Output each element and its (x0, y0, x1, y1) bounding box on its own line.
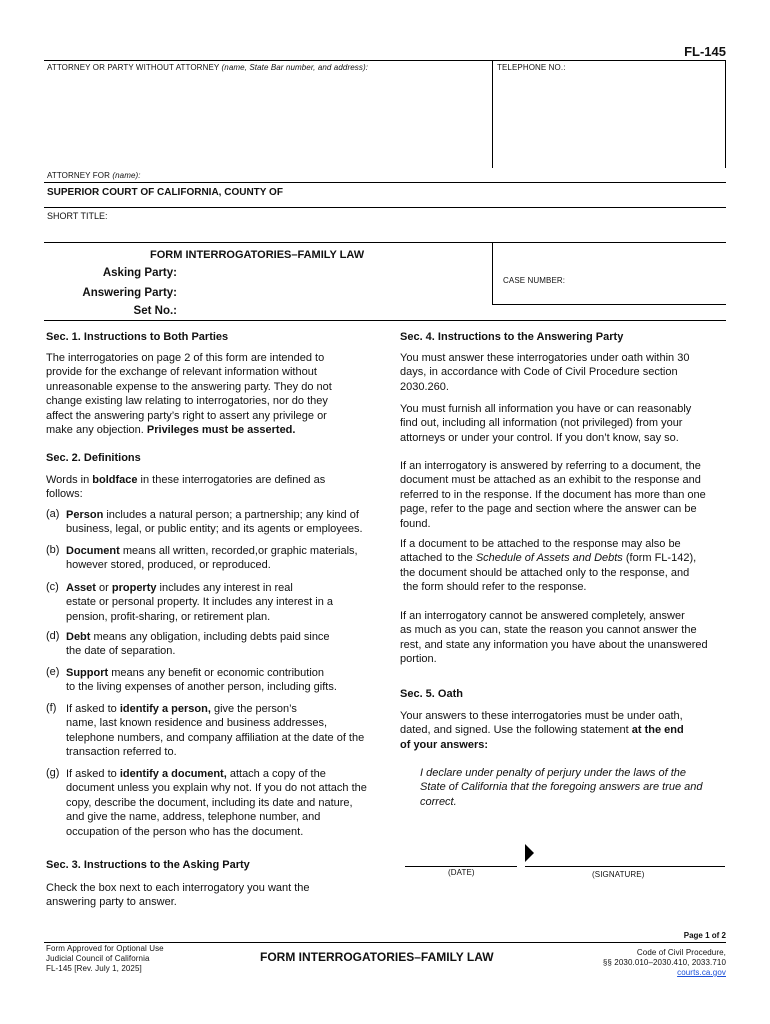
sec4-line: page, refer to the page and section where the answer can be (400, 503, 697, 516)
sec1-emphasis: Privileges must be asserted. (146, 424, 296, 437)
caption-divider (492, 60, 493, 168)
sec4-p5 (400, 609, 730, 667)
sec1-line: change existing law relating to interrogatories, nor do they (46, 395, 328, 408)
sec2-title: Sec. 2. Definitions (46, 452, 141, 464)
sec4-line: 2030.260. (400, 380, 449, 393)
def-text: includes a natural person; a partnership; any kind of (103, 509, 359, 521)
def-line (66, 630, 384, 644)
def-line: name, last known residence and business addresses, (66, 717, 328, 730)
sec5-body (400, 709, 730, 752)
attorney-for-label (47, 171, 141, 180)
declaration-statement (420, 766, 730, 809)
caption-right-edge (725, 60, 726, 168)
def-key: (e) (46, 666, 60, 678)
def-identify-person (66, 702, 384, 760)
def-line: telephone numbers, and company affiliation at the date of the (66, 731, 365, 744)
sec2-intro-line (46, 473, 391, 487)
def-text: includes any interest in real (156, 582, 293, 594)
answering-party-label: Answering Party: (82, 287, 177, 299)
sec3-title: Sec. 3. Instructions to the Asking Party (46, 859, 250, 871)
attorney-for-hint: (name): (112, 171, 141, 180)
def-asset (66, 581, 384, 624)
declaration-line: correct. (420, 795, 457, 808)
sec4-line: portion. (400, 653, 437, 666)
footer-left-line: FL-145 [Rev. July 1, 2025] (46, 964, 142, 973)
def-text: give the person’s (210, 703, 297, 715)
court-rule (44, 182, 726, 183)
page-number: Page 1 of 2 (683, 931, 726, 940)
def-debt (66, 630, 384, 659)
def-term: Document (66, 545, 120, 557)
telephone-field[interactable] (494, 74, 722, 166)
date-line (405, 866, 517, 867)
caption-form-title: FORM INTERROGATORIES–FAMILY LAW (150, 249, 365, 261)
form-number: FL-145 (684, 44, 726, 59)
sec2-intro-bold: boldface (92, 474, 138, 486)
sec2-intro-a: Words in (46, 474, 93, 486)
sec5-text: dated, and signed. Use the following statement (400, 724, 632, 737)
footer-left-line: Judicial Council of California (46, 954, 150, 963)
court-label: SUPERIOR COURT OF CALIFORNIA, COUNTY OF (47, 187, 283, 198)
def-term: Debt (66, 631, 91, 643)
footer-left-line: Form Approved for Optional Use (46, 944, 164, 953)
attorney-label-text: ATTORNEY OR PARTY WITHOUT ATTORNEY (47, 63, 220, 72)
sec4-line: the form should refer to the response. (400, 581, 587, 594)
date-field[interactable] (405, 845, 517, 865)
def-identify-document (66, 767, 384, 839)
def-key: (d) (46, 630, 60, 642)
sec4-p3 (400, 459, 730, 531)
sec5-bold: at the end (631, 724, 684, 737)
case-number-rule (492, 304, 726, 305)
def-term: Asset (66, 582, 96, 594)
caption-bottom-rule (44, 320, 726, 321)
sec4-line: referred to in the response. If the document has more than one (400, 488, 706, 501)
def-text: or (95, 582, 112, 594)
sec2-intro-b: in these interrogatories are defined as (137, 474, 326, 486)
sec4-line (400, 551, 730, 565)
def-line: document unless you explain why not. If you do not attach the (66, 782, 367, 795)
sec4-p4 (400, 537, 730, 595)
sec4-line: document must be attached as an exhibit to the response and (400, 474, 701, 487)
schedule-title: Schedule of Assets and Debts (475, 552, 623, 565)
sec4-line: If a document to be attached to the response may also be (400, 538, 681, 550)
def-line: to the living expenses of another person, including gifts. (66, 681, 337, 694)
set-no-label: Set No.: (133, 305, 177, 317)
sec4-title: Sec. 4. Instructions to the Answering Party (400, 331, 624, 343)
footer-left (46, 944, 164, 974)
def-line: business, legal, or public entity; and its agents or employees. (66, 523, 363, 536)
sec3-line: answering party to answer. (46, 896, 177, 909)
sec4-text: (form FL-142), (622, 552, 697, 565)
sec1-last: make any objection. (46, 424, 147, 437)
sec4-line: You must answer these interrogatories under oath within 30 (400, 352, 690, 364)
asking-party-label: Asking Party: (102, 267, 177, 279)
sec1-line: unreasonable expense to the answering party. They do not (46, 380, 332, 393)
sec1-line: The interrogatories on page 2 of this form are intended to (46, 352, 325, 364)
attorney-for-text: ATTORNEY FOR (47, 171, 110, 180)
def-person (66, 508, 384, 537)
sec1-body (46, 351, 391, 437)
sec3-line: Check the box next to each interrogatory you want the (46, 882, 310, 894)
def-line (66, 581, 384, 595)
short-title-label: SHORT TITLE: (47, 211, 108, 221)
sec4-line: If an interrogatory cannot be answered completely, answer (400, 610, 685, 622)
sec4-line: You must furnish all information you have or can reasonably (400, 403, 692, 415)
date-label: (DATE) (448, 868, 475, 877)
sec4-line: find out, including all information (not privileged) from your (400, 417, 683, 430)
def-line: estate or personal property. It includes any interest in a (66, 596, 333, 609)
attorney-label (47, 63, 368, 72)
sec2-intro-line: follows: (46, 488, 83, 501)
signature-label: (SIGNATURE) (592, 870, 645, 879)
def-line (66, 666, 384, 680)
short-title-rule (44, 207, 726, 208)
sec4-line: rest, and state any information you have about the unanswered (400, 638, 708, 651)
sec5-line (400, 738, 730, 752)
sec5-bold: of your answers: (400, 738, 489, 751)
def-text: means any benefit or economic contribution (108, 667, 325, 679)
sec5-title: Sec. 5. Oath (400, 688, 463, 700)
footer-right-line: §§ 2030.010–2030.410, 2033.710 (602, 958, 726, 967)
sec1-title: Sec. 1. Instructions to Both Parties (46, 331, 229, 343)
signature-line (525, 866, 725, 867)
sec1-line (46, 423, 391, 437)
declaration-line: I declare under penalty of perjury under the laws of the (420, 767, 686, 779)
def-key: (a) (46, 508, 60, 520)
signature-field[interactable] (525, 845, 725, 865)
sec4-line: found. (400, 517, 431, 530)
def-text: If asked to (66, 768, 120, 780)
declaration-line: State of California that the foregoing answers are true and (420, 781, 703, 794)
footer-rule (44, 942, 726, 943)
def-line (66, 508, 384, 522)
sec4-text: attached to the (400, 552, 476, 565)
def-line: the date of separation. (66, 645, 176, 658)
def-text: If asked to (66, 703, 120, 715)
attorney-label-hint: (name, State Bar number, and address): (221, 63, 369, 72)
caption-top-rule (44, 60, 726, 61)
def-key: (b) (46, 544, 60, 556)
def-line: occupation of the person who has the document. (66, 825, 304, 838)
def-text: means all written, recorded,or graphic materials, (119, 545, 358, 557)
footer-title: FORM INTERROGATORIES–FAMILY LAW (260, 950, 494, 964)
def-document (66, 544, 384, 573)
telephone-label: TELEPHONE NO.: (497, 63, 566, 72)
sec1-line: affect the answering party’s right to assert any privilege or (46, 409, 327, 422)
def-term: identify a document, (119, 768, 227, 780)
sec5-line: Your answers to these interrogatories must be under oath, (400, 710, 683, 722)
attorney-field[interactable] (45, 74, 490, 166)
def-term: identify a person, (119, 703, 211, 715)
def-term: Support (66, 667, 109, 679)
def-term: Person (66, 509, 104, 521)
sec1-line: provide for the exchange of relevant information without (46, 366, 317, 379)
def-line: transaction referred to. (66, 746, 177, 759)
def-line (66, 544, 384, 558)
sec4-line: attorneys or under your control. If you don’t know, say so. (400, 431, 679, 444)
def-support (66, 666, 384, 695)
sec4-p2 (400, 402, 730, 445)
def-line (66, 702, 384, 716)
def-line: and give the name, address, telephone number, and (66, 811, 321, 824)
courts-link[interactable]: courts.ca.gov (677, 968, 726, 977)
sec5-line (400, 723, 730, 737)
sec4-p1 (400, 351, 730, 394)
def-line: pension, profit-sharing, or retirement plan. (66, 610, 271, 623)
case-number-divider (492, 242, 493, 304)
def-term: property (111, 582, 157, 594)
def-key: (g) (46, 767, 60, 779)
case-number-label: CASE NUMBER: (503, 276, 566, 285)
sec4-line: the document should be attached only to the response, and (400, 566, 690, 579)
footer-right-line: Code of Civil Procedure, (636, 948, 726, 957)
sec4-line: If an interrogatory is answered by referring to a document, the (400, 460, 701, 472)
def-text: attach a copy of the (226, 768, 326, 780)
def-line: however stored, produced, or reproduced. (66, 559, 271, 572)
def-key: (f) (46, 702, 57, 714)
sec3-body (46, 881, 391, 910)
sec2-intro (46, 473, 391, 502)
def-text: means any obligation, including debts paid since (90, 631, 330, 643)
def-line (66, 767, 384, 781)
def-line: copy, describe the document, including its date and nature, (66, 796, 353, 809)
sec4-line: days, in accordance with Code of Civil Procedure section (400, 366, 678, 379)
title-rule (44, 242, 726, 243)
sec4-line: as much as you can, state the reason you cannot answer the (400, 624, 697, 637)
def-key: (c) (46, 581, 59, 593)
footer-right (603, 948, 726, 978)
